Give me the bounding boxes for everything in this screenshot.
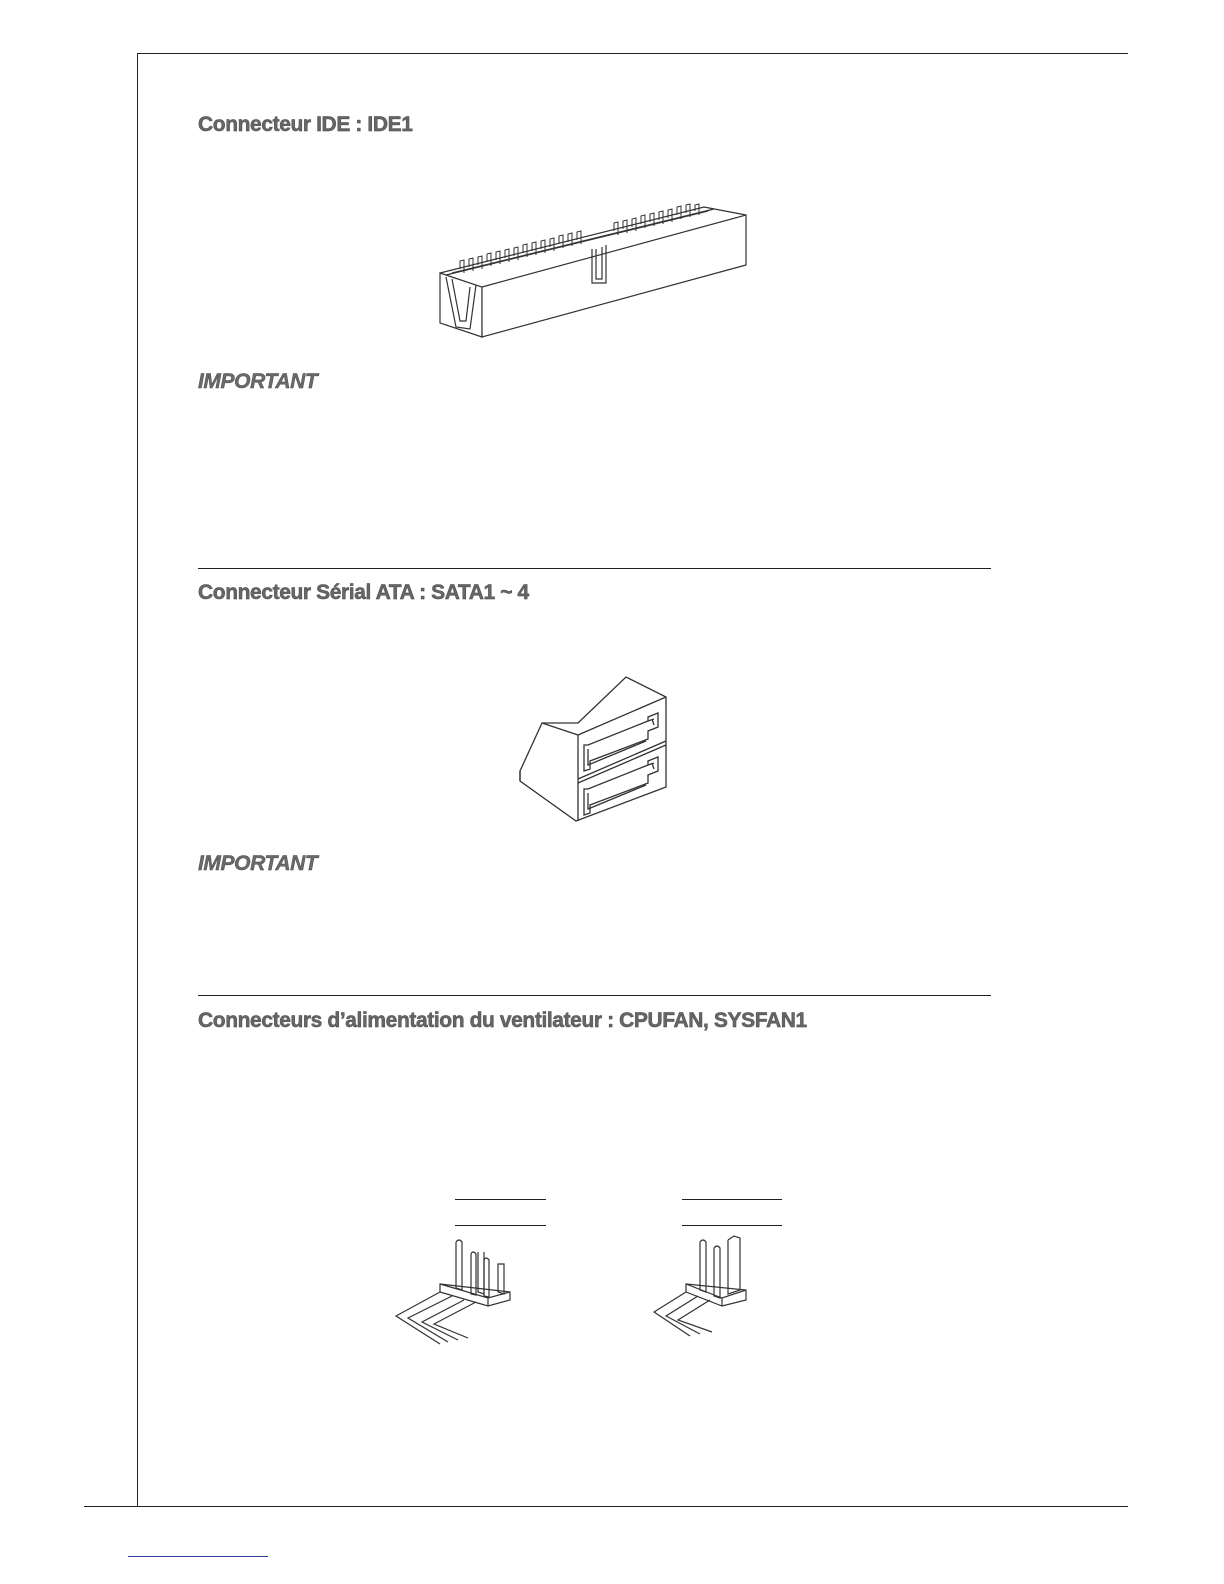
- cpufan-label-line-bottom: [455, 1225, 546, 1226]
- important-label-sata: IMPORTANT: [198, 852, 318, 875]
- sata-connector-icon: [518, 675, 668, 825]
- footer-link-underline[interactable]: [128, 1556, 268, 1557]
- section-divider-1: [198, 568, 991, 569]
- page-frame-left-rule: [137, 53, 138, 1507]
- page-frame-bottom-rule: [84, 1506, 1128, 1507]
- ide-connector-icon: [436, 203, 756, 343]
- section-heading-fan: Connecteurs d’alimentation du ventilateur : CPUFAN, SYSFAN1: [198, 1009, 807, 1032]
- section-divider-2: [198, 995, 991, 996]
- page-frame-top-rule: [137, 53, 1128, 54]
- section-heading-ide: Connecteur IDE : IDE1: [198, 113, 413, 136]
- cpufan-label-line-top: [455, 1199, 546, 1200]
- sysfan-label-line-top: [682, 1199, 782, 1200]
- section-heading-sata: Connecteur Sérial ATA : SATA1 ~ 4: [198, 581, 529, 604]
- sysfan-label-line-bottom: [682, 1225, 782, 1226]
- important-label-ide: IMPORTANT: [198, 370, 318, 393]
- fan-3pin-connector-icon: [650, 1234, 760, 1344]
- fan-4pin-connector-icon: [394, 1234, 514, 1349]
